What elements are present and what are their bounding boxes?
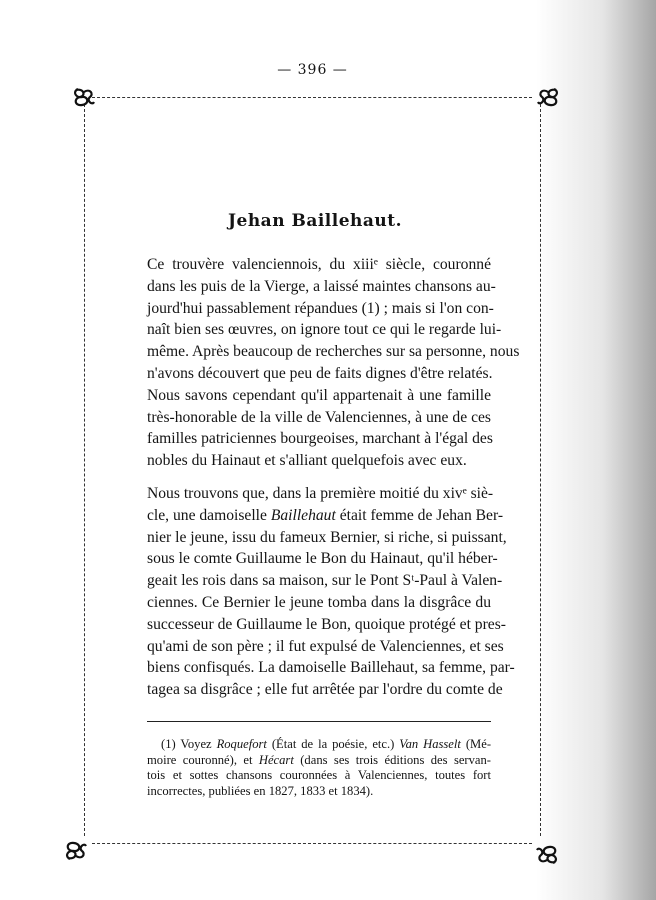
italic-name: Hécart [258, 752, 294, 767]
text-line: même. Après beaucoup de recherches sur sa personne, nous [147, 343, 520, 361]
text-line: n'avons découvert que peu de faits dignes d'être relatés. [147, 364, 493, 382]
footnote-line [147, 737, 491, 753]
text-segment: était femme de Jehan Ber- [335, 506, 504, 524]
frame-right-border [540, 104, 541, 836]
text-line: naît bien ses œuvres, on ignore tout ce qui le regarde lui- [147, 321, 502, 339]
text-line: jourd'hui passablement répandues (1) ; mais si l'on con- [147, 299, 494, 317]
body-text [147, 254, 520, 701]
text-line: nier le jeune, issu du fameux Bernier, si riche, si puissant, [147, 528, 507, 546]
footnote-rule [147, 721, 491, 722]
text-line: Nous savons cependant qu'il appartenait à une famille [147, 386, 491, 404]
text-segment: (État de la poésie, etc.) [266, 737, 400, 751]
text-line: qu'ami de son père ; il fut expulsé de Valenciennes, et ses [147, 637, 504, 655]
corner-ornament-icon [535, 844, 561, 866]
text-segment: (1) Voyez [161, 737, 217, 751]
text-line: très-honorable de la ville de Valenciennes, à une de ces [147, 408, 491, 426]
frame-top-border [92, 97, 532, 98]
text-segment: (dans ses trois éditions des servan- [293, 752, 492, 767]
corner-ornament-icon [62, 840, 88, 862]
page-number: — 396 — [277, 62, 348, 78]
text-line: biens confisqués. La damoiselle Baillehaut, sa femme, par- [147, 659, 515, 677]
text-line: familles patriciennes bourgeoises, marchant à l'égal des [147, 430, 493, 448]
italic-name: Baillehaut [270, 506, 336, 524]
footnote [147, 737, 491, 799]
text-line: tagea sa disgrâce ; elle fut arrêtée par l'ordre du comte de [147, 681, 503, 699]
italic-name: Roquefort [216, 737, 267, 751]
corner-ornament-icon [536, 86, 562, 108]
frame-bottom-border [92, 843, 532, 844]
text-segment: (Mé- [460, 737, 492, 751]
text-line [147, 505, 504, 527]
text-line: dans les puis de la Vierge, a laissé maintes chansons au- [147, 277, 496, 295]
text-line: sous le comte Guillaume le Bon du Hainaut, qu'il héber- [147, 550, 498, 568]
chapter-title: Jehan Baillehaut. [227, 211, 403, 231]
italic-name: Van Hasselt [399, 737, 461, 751]
page-edge-shadow [536, 0, 656, 900]
text-segment: moire couronné), et [147, 752, 259, 767]
corner-ornament-icon [70, 86, 96, 108]
text-segment: cle, une damoiselle [147, 506, 271, 524]
footnote-line: incorrectes, publiées en 1827, 1833 et 1834). [147, 783, 374, 798]
text-line: successeur de Guillaume le Bon, quoique protégé et pres- [147, 615, 506, 633]
text-line: ciennes. Ce Bernier le jeune tomba dans la disgrâce du [147, 593, 491, 611]
footnote-line [147, 753, 491, 769]
text-line: nobles du Hainaut et s'alliant quelquefois avec eux. [147, 452, 467, 470]
footnote-line: tois et sottes chansons couronnées à Valenciennes, toutes fort [147, 768, 491, 782]
text-line: Ce trouvère valenciennois, du xiiiᵉ siècle, couronné [147, 256, 491, 273]
text-line: Nous trouvons que, dans la première moitié du xivᵉ siè- [147, 484, 494, 502]
text-line: geait les rois dans sa maison, sur le Pont Sᵗ-Paul à Valen- [147, 572, 503, 590]
frame-left-border [84, 104, 85, 836]
